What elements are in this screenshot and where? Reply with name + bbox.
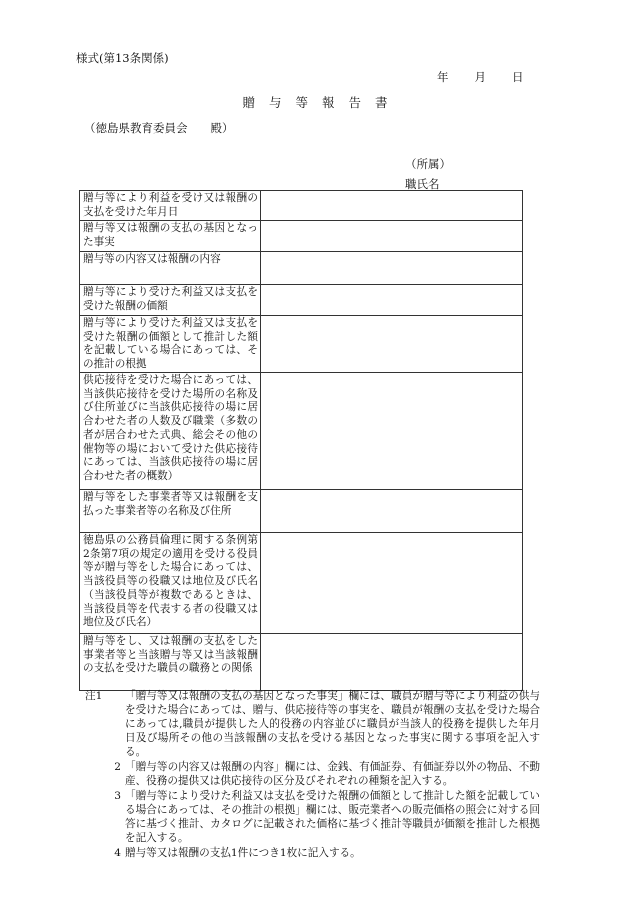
note-item <box>85 760 540 788</box>
name-label: 職氏名 <box>405 177 440 191</box>
row-value-date[interactable] <box>261 191 523 221</box>
note-number: 3 <box>114 790 121 802</box>
row-label-entertainment: 供応接待を受けた場合にあっては、当該供応接待を受けた場所の名称及び住所並びに当該供応接待の場に居合わせた者の人数及び職業（多数の者が居合わせた式典、総会その他の催物等の場において受けた供応接待にあっては、当該供応接待の場に居合わせた者の概数） <box>80 373 261 490</box>
note-text: 「贈与等により受けた利益又は支払を受けた報酬の価額として推計した額を記載している場合にあっては、その推計の根拠」欄には、販売業者への販売価格の照会に対する回答に基づく推計、カタログに記載された価格に基づく推計等職員が価額を推計した根拠を記入する。 <box>125 790 540 844</box>
document-title: 贈与等報告書 <box>242 95 402 110</box>
table-row <box>80 316 523 373</box>
row-label-relationship: 贈与等をし、又は報酬の支払をした事業者等と当該贈与等又は当該報酬の支払を受けた職員の職務との関係 <box>80 634 261 691</box>
row-label-content: 贈与等の内容又は報酬の内容 <box>80 252 261 285</box>
year-label: 年 <box>437 70 449 84</box>
row-value-cause[interactable] <box>261 221 523 252</box>
table-row <box>80 373 523 490</box>
note-number: 注1 <box>85 690 103 702</box>
month-label: 月 <box>474 70 486 84</box>
row-label-date: 贈与等により利益を受け又は報酬の支払を受けた年月日 <box>80 191 261 221</box>
table-row <box>80 252 523 285</box>
row-label-estimate-basis: 贈与等により受けた利益又は支払を受けた報酬の価額として推計した額を記載している場合にあっては、その推計の根拠 <box>80 316 261 373</box>
row-value-officer[interactable] <box>261 533 523 634</box>
note-item <box>85 689 540 759</box>
table-row <box>80 490 523 533</box>
table-row <box>80 285 523 316</box>
report-table <box>79 190 523 691</box>
note-text: 「贈与等又は報酬の支払の基因となった事実」欄には、職員が贈与等により利益の供与を受けた場合にあっては、贈与、供応接待等の事実を、職員が報酬の支払を受けた場合にあっては,職員が提供した人的役務の内容並びに職員が当該人的役務を提供した年月日及び場所その他の当該報酬の支払を受ける基因となった事実に関する事項を記入する。 <box>125 690 540 758</box>
addressee: （徳島県教育委員会 殿） <box>84 121 234 135</box>
note-item <box>85 789 540 845</box>
row-value-relationship[interactable] <box>261 634 523 691</box>
note-text: 贈与等又は報酬の支払1件につき1枚に記入する。 <box>125 847 361 859</box>
row-label-officer: 徳島県の公務員倫理に関する条例第2条第7項の規定の適用を受ける役員等が贈与等をした場合にあっては、当該役員等の役職又は地位及び氏名（当該役員等が複数であるときは、当該役員等を代表する者の役職又は地位及び氏名） <box>80 533 261 634</box>
note-number: 4 <box>114 847 121 859</box>
row-value-content[interactable] <box>261 252 523 285</box>
row-value-estimate-basis[interactable] <box>261 316 523 373</box>
row-value-entertainment[interactable] <box>261 373 523 490</box>
table-row <box>80 191 523 221</box>
form-reference: 様式(第13条関係) <box>76 51 169 65</box>
affiliation-label: （所属） <box>405 157 451 171</box>
date-line <box>437 70 524 85</box>
row-value-amount[interactable] <box>261 285 523 316</box>
note-number: 2 <box>114 761 121 773</box>
table-row <box>80 634 523 691</box>
table-row <box>80 533 523 634</box>
row-label-cause: 贈与等又は報酬の支払の基因となった事実 <box>80 221 261 252</box>
note-item <box>85 846 540 860</box>
note-text: 「贈与等の内容又は報酬の内容」欄には、金銭、有価証券、有価証券以外の物品、不動産、役務の提供又は供応接待の区分及びそれぞれの種類を記入する。 <box>125 761 540 787</box>
day-label: 日 <box>512 70 524 84</box>
table-row <box>80 221 523 252</box>
row-value-business[interactable] <box>261 490 523 533</box>
row-label-business: 贈与等をした事業者等又は報酬を支払った事業者等の名称及び住所 <box>80 490 261 533</box>
notes-section <box>85 689 540 860</box>
row-label-amount: 贈与等により受けた利益又は支払を受けた報酬の価額 <box>80 285 261 316</box>
